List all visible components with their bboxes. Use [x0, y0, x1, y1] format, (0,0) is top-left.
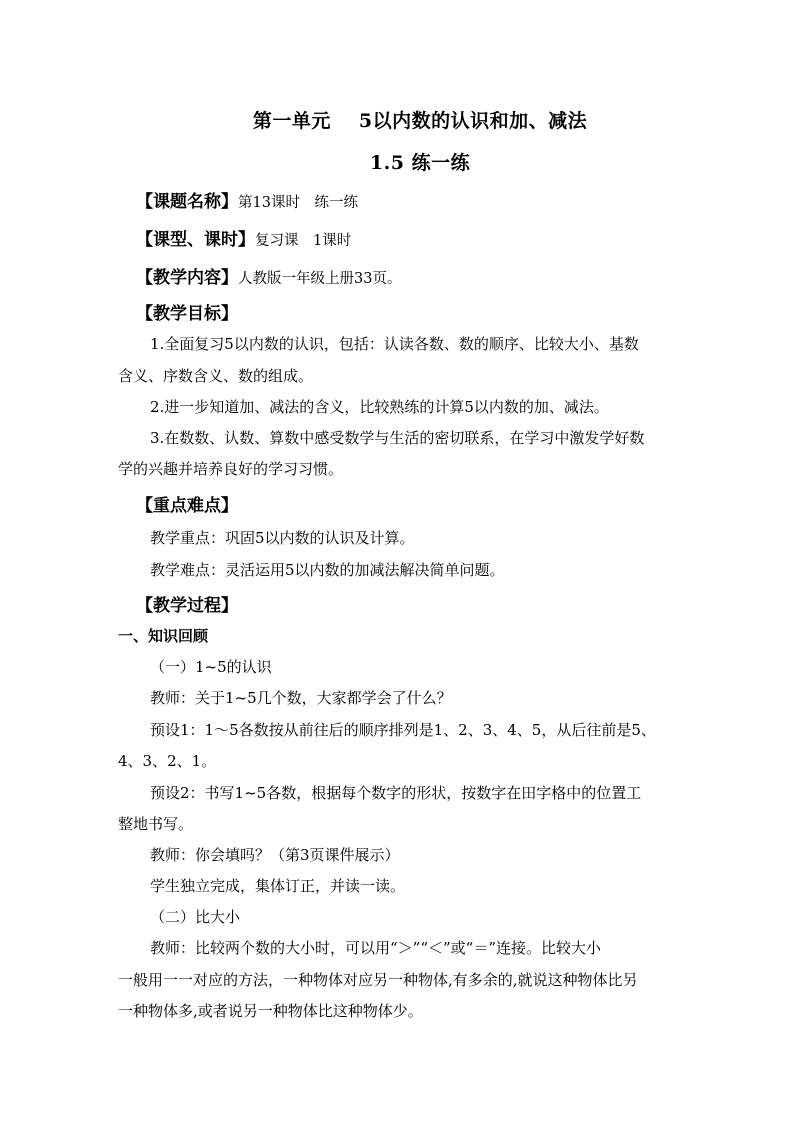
process-line: 预设1：1～5各数按从前往后的顺序排列是1、2、3、4、5，从后往前是5、	[150, 721, 656, 739]
lesson-name-label: 【课题名称】	[136, 192, 238, 212]
process-line: 一种物体多,或者说另一种物体比这种物体少。	[118, 1002, 423, 1020]
process-line: 教师：你会填吗？（第3页课件展示）	[150, 846, 400, 864]
process-sub-1: （一）1~5的认识	[150, 658, 272, 676]
unit-label: 第一单元	[252, 110, 331, 132]
goal-line: 学的兴趣并培养良好的学习习惯。	[118, 460, 344, 478]
process-sub-2: （二）比大小	[150, 908, 241, 926]
goals-heading: 【教学目标】	[136, 304, 238, 324]
process-part-1: 一、知识回顾	[118, 627, 209, 645]
process-line: 教师：比较两个数的大小时，可以用“＞”“＜”或“＝”连接。比较大小	[150, 939, 602, 957]
lesson-name-row	[136, 194, 358, 211]
process-line: 教师：关于1~5几个数，大家都学会了什么？	[150, 689, 452, 707]
lesson-type-label: 【课型、课时】	[136, 230, 255, 250]
goal-line: 含义、序数含义、数的组成。	[118, 367, 314, 385]
lesson-name-value: 第13课时 练一练	[238, 195, 358, 211]
content-row	[136, 270, 401, 287]
lesson-title: 1.5 练一练	[369, 152, 471, 174]
process-line: 4、3、2、1。	[118, 752, 217, 770]
process-heading: 【教学过程】	[136, 596, 238, 616]
lesson-type-value: 复习课 1课时	[255, 233, 352, 249]
process-line: 一般用一一对应的方法，一种物体对应另一种物体,有多余的,就说这种物体比另	[118, 971, 638, 989]
process-line: 预设2：书写1~5各数，根据每个数字的形状，按数字在田字格中的位置工	[150, 784, 642, 802]
process-line: 整地书写。	[118, 815, 194, 833]
goal-line: 2.进一步知道加、减法的含义，比较熟练的计算5以内数的加、减法。	[150, 398, 609, 416]
content-value: 人教版一年级上册33页。	[238, 271, 402, 287]
content-label: 【教学内容】	[136, 268, 238, 288]
goal-line: 3.在数数、认数、算数中感受数学与生活的密切联系，在学习中激发学好数	[150, 429, 645, 447]
unit-topic: 5以内数的认识和加、减法	[358, 110, 588, 132]
lesson-type-row	[136, 232, 351, 249]
unit-title	[0, 106, 794, 133]
process-line: 学生独立完成，集体订正，并读一读。	[150, 877, 406, 895]
key-points-heading: 【重点难点】	[136, 496, 238, 516]
goal-line: 1.全面复习5以内数的认识，包括：认读各数、数的顺序、比较大小、基数	[150, 335, 639, 353]
key-point-line: 教学难点：灵活运用5以内数的加减法解决简单问题。	[150, 561, 505, 579]
key-point-line: 教学重点：巩固5以内数的认识及计算。	[150, 529, 415, 547]
